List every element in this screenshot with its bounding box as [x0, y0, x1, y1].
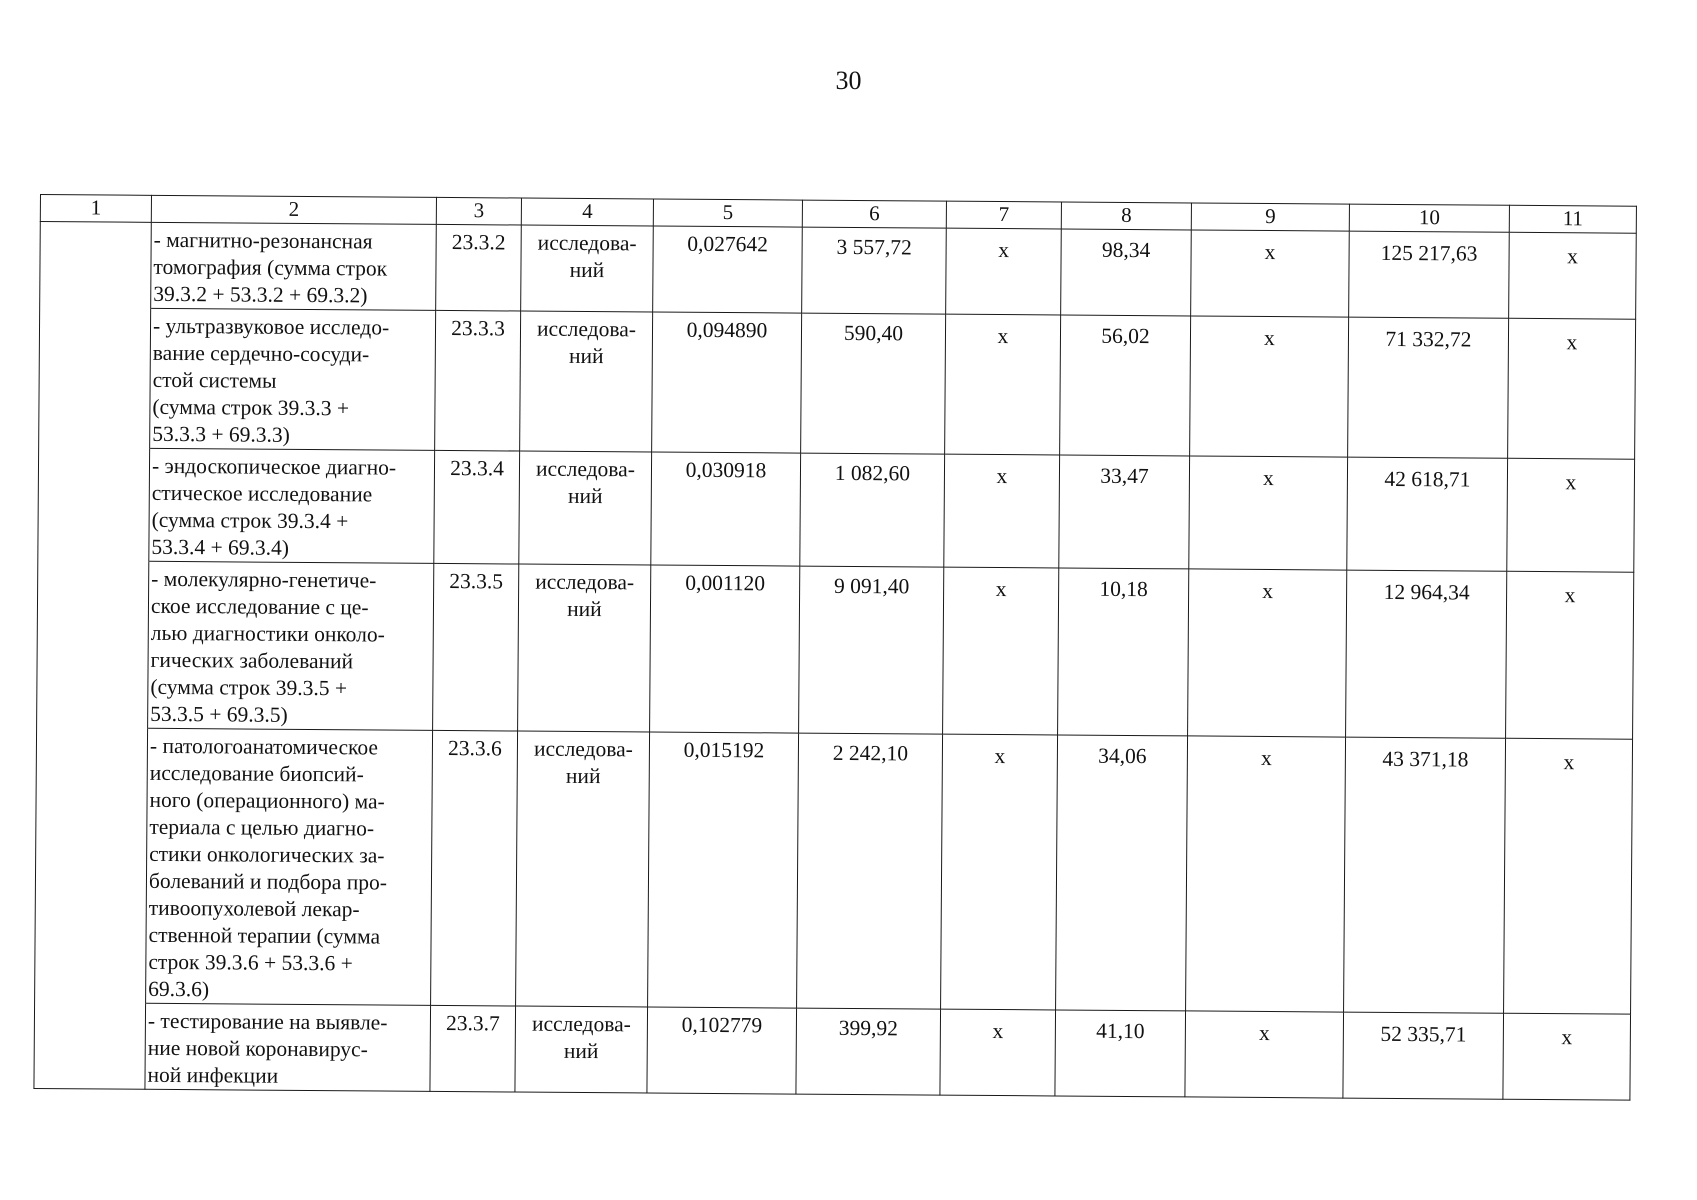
indicator-name-line: 39.3.2 + 53.3.2 + 69.3.2) [153, 281, 368, 308]
indicator-name-line: 53.3.4 + 69.3.4) [151, 534, 290, 560]
header-col-8: 8 [1061, 202, 1191, 230]
unit-line: исследова- [537, 230, 637, 256]
unit-line: ний [563, 1038, 599, 1064]
indicator-name-line: (сумма строк 39.3.5 + [150, 674, 348, 701]
per-capita-cell: 41,10 [1055, 1010, 1186, 1097]
table-row [34, 1002, 1631, 1100]
indicator-name-cell [146, 728, 433, 1005]
indicator-name-line: вание сердечно-сосуди- [152, 340, 370, 367]
total-cost-cell: 42 618,71 [1347, 457, 1508, 571]
indicator-name-line: - эндоскопическое диагно- [151, 453, 397, 480]
unit-cell [520, 311, 653, 452]
unit-line: исследова- [535, 569, 635, 595]
unit-line: исследова- [535, 456, 636, 482]
unit-cell [518, 564, 651, 732]
table-row [39, 308, 1636, 460]
col7-cell: х [946, 228, 1062, 315]
indicator-name-line: (сумма строк 39.3.4 + [151, 507, 349, 534]
col9-cell: х [1190, 316, 1349, 457]
col7-cell: х [945, 314, 1061, 455]
row-code-cell: 23.3.7 [430, 1005, 516, 1092]
col9-cell: х [1186, 736, 1346, 1012]
indicator-name-line: стой системы [152, 367, 277, 393]
row-number-cell [40, 222, 152, 309]
col7-cell: х [941, 734, 1058, 1010]
col11-cell: х [1509, 232, 1637, 319]
unit-cost-cell: 9 091,40 [799, 566, 944, 734]
col7-cell: х [944, 454, 1060, 568]
unit-cell [516, 731, 650, 1007]
indicator-name-line: тивоопухолевой лекар- [148, 895, 360, 922]
unit-line: ний [567, 483, 603, 509]
row-code-cell: 23.3.6 [431, 730, 518, 1006]
indicator-name-line: териала с целью диагно- [149, 814, 375, 841]
col11-cell: х [1506, 571, 1634, 739]
total-cost-cell: 71 332,72 [1348, 317, 1509, 458]
col9-cell: х [1189, 456, 1348, 570]
header-col-6: 6 [802, 200, 946, 228]
page-number: 30 [835, 66, 862, 95]
per-capita-cell: 33,47 [1059, 455, 1190, 569]
col9-cell: х [1191, 230, 1350, 317]
header-col-11: 11 [1509, 205, 1636, 233]
col11-cell: х [1507, 458, 1635, 572]
norm-volume-cell: 0,094890 [652, 312, 802, 453]
indicator-name-line: ское исследование с це- [150, 593, 369, 620]
header-col-9: 9 [1191, 203, 1349, 231]
col11-cell: х [1504, 738, 1633, 1014]
per-capita-cell: 34,06 [1056, 735, 1188, 1011]
indicator-name-cell [148, 561, 434, 730]
indicator-name-line: - ультразвуковое исследо- [152, 313, 390, 340]
indicator-name-line: ного (операционного) ма- [149, 787, 385, 814]
total-cost-cell: 12 964,34 [1346, 570, 1507, 738]
unit-line: ний [567, 596, 602, 622]
indicator-name-line: (сумма строк 39.3.3 + [152, 394, 350, 421]
table-row [37, 560, 1634, 739]
unit-cell [519, 451, 652, 565]
indicator-name-line: строк 39.3.6 + 53.3.6 + [148, 949, 353, 976]
indicator-name-line: - магнитно-резонансная [153, 227, 373, 254]
unit-cost-cell: 399,92 [796, 1008, 941, 1095]
row-code-cell: 23.3.2 [436, 224, 522, 311]
total-cost-cell: 43 371,18 [1344, 737, 1506, 1013]
unit-line: ний [565, 763, 601, 789]
norm-volume-cell: 0,015192 [648, 732, 799, 1008]
unit-line: исследова- [531, 1011, 631, 1037]
unit-line: ний [569, 257, 605, 283]
header-col-3: 3 [436, 197, 521, 225]
header-col-2: 2 [151, 195, 436, 224]
col11-cell: х [1503, 1013, 1631, 1100]
table-row [35, 727, 1633, 1014]
header-col-7: 7 [946, 201, 1061, 229]
row-code-cell: 23.3.3 [435, 310, 521, 451]
row-number-cell [35, 727, 148, 1003]
unit-cell [515, 1006, 648, 1093]
indicator-name-line: исследование биопсий- [149, 760, 364, 787]
row-number-cell [39, 308, 151, 449]
total-cost-cell: 52 335,71 [1343, 1012, 1504, 1099]
indicator-name-line: 53.3.3 + 69.3.3) [152, 421, 290, 447]
unit-cell [521, 225, 654, 312]
indicator-name-line: стики онкологических за- [149, 841, 385, 868]
indicator-name-line: лью диагностики онколо- [150, 620, 385, 647]
col11-cell: х [1508, 318, 1636, 459]
unit-cost-cell: 3 557,72 [802, 227, 947, 314]
indicator-name-line: - молекулярно-генетиче- [151, 566, 377, 593]
indicator-name-cell [149, 448, 435, 563]
header-col-10: 10 [1349, 204, 1509, 232]
indicator-name-line: стическое исследование [151, 480, 373, 507]
indicator-name-line: - тестирование на выявле- [147, 1008, 388, 1035]
table-row [40, 222, 1637, 320]
norm-volume-cell: 0,102779 [647, 1007, 797, 1094]
header-col-1: 1 [40, 195, 151, 223]
col7-cell: х [943, 567, 1059, 735]
per-capita-cell: 10,18 [1058, 568, 1189, 736]
row-code-cell: 23.3.4 [434, 450, 520, 564]
indicator-name-line: ной инфекции [147, 1062, 279, 1088]
indicator-name-line: ние новой коронавирус- [147, 1035, 368, 1062]
header-col-5: 5 [653, 199, 802, 227]
col9-cell: х [1188, 569, 1347, 737]
indicator-name-line: томография (сумма строк [153, 254, 388, 281]
table-row [38, 447, 1635, 572]
unit-cost-cell: 1 082,60 [800, 453, 945, 567]
unit-line: ний [568, 343, 604, 369]
row-number-cell [37, 560, 149, 728]
header-col-4: 4 [521, 198, 653, 226]
per-capita-cell: 98,34 [1061, 229, 1192, 316]
norm-volume-cell: 0,027642 [653, 226, 803, 313]
indicator-name-cell [151, 222, 437, 310]
indicator-name-cell [145, 1003, 431, 1091]
total-cost-cell: 125 217,63 [1349, 231, 1510, 318]
medical-care-table [33, 194, 1637, 1101]
indicator-name-line: 53.3.5 + 69.3.5) [150, 701, 288, 727]
row-code-cell: 23.3.5 [433, 563, 519, 731]
indicator-name-line: 69.3.6) [148, 976, 210, 1002]
indicator-name-line: - патологоанатомическое [149, 733, 379, 760]
unit-cost-cell: 590,40 [801, 313, 946, 454]
indicator-name-line: ственной терапии (сумма [148, 922, 381, 949]
unit-line: исследова- [537, 316, 637, 342]
norm-volume-cell: 0,001120 [650, 565, 800, 733]
row-number-cell [38, 447, 150, 561]
unit-cost-cell: 2 242,10 [797, 733, 943, 1009]
per-capita-cell: 56,02 [1060, 315, 1191, 456]
col7-cell: х [940, 1009, 1056, 1096]
table-body [34, 222, 1636, 1101]
indicator-name-line: гических заболеваний [150, 647, 354, 674]
row-number-cell [34, 1002, 146, 1089]
indicator-name-cell [150, 308, 436, 450]
norm-volume-cell: 0,030918 [651, 452, 801, 566]
col9-cell: х [1185, 1011, 1344, 1098]
indicator-name-line: болеваний и подбора про- [148, 868, 388, 895]
unit-line: исследова- [533, 736, 633, 762]
